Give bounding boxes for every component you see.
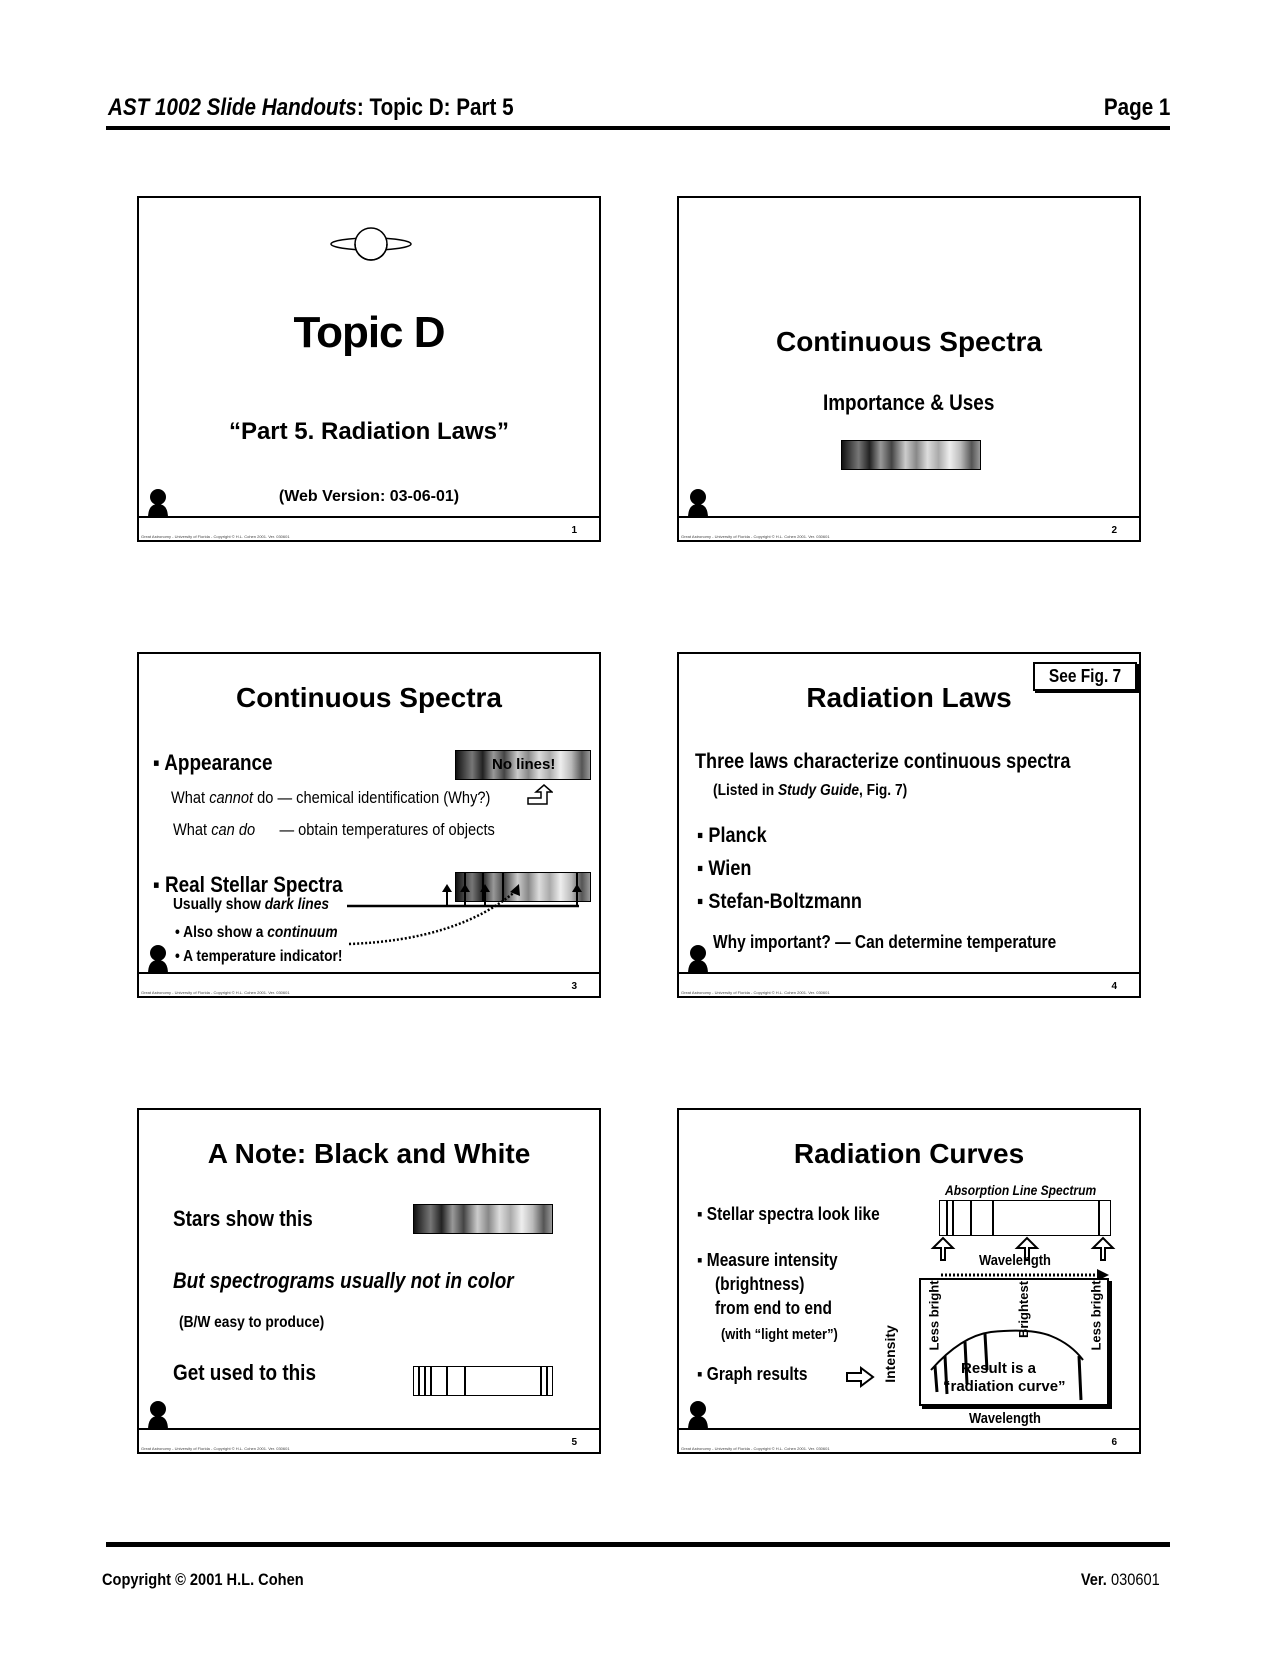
slide-number: 4 xyxy=(1111,981,1117,992)
less-bright-left-label: Less bright xyxy=(926,1280,942,1351)
slide-number: 3 xyxy=(571,981,577,992)
radiation-curve-graph xyxy=(919,1278,1109,1406)
bullet-appearance: ▪ Appearance xyxy=(153,750,273,775)
slide-number: 1 xyxy=(571,525,577,536)
slide-footer xyxy=(679,1428,1139,1452)
see-fig-7-callout: See Fig. 7 xyxy=(1033,662,1137,691)
up-arrow-icon xyxy=(527,784,553,806)
less-bright-right-label: Less bright xyxy=(1088,1280,1104,1351)
no-lines-label: No lines! xyxy=(492,756,556,773)
slide-number: 2 xyxy=(1111,525,1117,536)
lecturer-icon xyxy=(147,488,169,518)
brightest-label: Brightest xyxy=(1016,1280,1032,1339)
brightness-text: (brightness) xyxy=(715,1274,805,1294)
bullet-graph-results: ▪ Graph results xyxy=(697,1364,808,1384)
right-arrow-icon xyxy=(845,1366,875,1388)
slide-footer-text: Great Astronomy - University of Florida - Copyright © H.L. Cohen 2001. Ver. 030601 xyxy=(141,1446,290,1451)
saturn-icon xyxy=(329,224,413,264)
lecturer-icon xyxy=(147,944,169,974)
copyright: Copyright © 2001 H.L. Cohen xyxy=(102,1570,304,1589)
lecturer-icon xyxy=(147,1400,169,1430)
three-laws-intro: Three laws characterize continuous spectra xyxy=(695,750,1071,773)
continuum-text: • Also show a continuum xyxy=(175,924,338,941)
wavelength-bottom-label: Wavelength xyxy=(969,1410,1041,1427)
slide-title: A Note: Black and White xyxy=(207,1138,531,1169)
lecturer-icon xyxy=(687,1400,709,1430)
lecturer-icon xyxy=(687,944,709,974)
slide-title: Continuous Spectra xyxy=(235,682,502,713)
slide-footer xyxy=(139,516,599,540)
stars-show-this-text: Stars show this xyxy=(173,1206,313,1231)
slide-title: Radiation Curves xyxy=(793,1138,1025,1169)
slide-subtitle: “Part 5. Radiation Laws” xyxy=(228,418,510,445)
cannot-do-text: What cannot do — chemical identification (Why?) xyxy=(171,788,491,807)
page-number: Page 1 xyxy=(1103,94,1170,121)
result-text-2: “radiation curve” xyxy=(943,1378,1066,1395)
temperature-indicator-text: • A temperature indicator! xyxy=(175,948,343,965)
slide-title: Continuous Spectra xyxy=(775,326,1042,357)
law-planck: ▪ Planck xyxy=(697,824,767,847)
document-header-title: AST 1002 Slide Handouts: Topic D: Part 5 xyxy=(108,94,514,121)
bw-easy-text: (B/W easy to produce) xyxy=(179,1314,325,1331)
slide-footer-text: Great Astronomy - University of Florida - Copyright © H.L. Cohen 2001. Ver. 030601 xyxy=(681,990,830,995)
absorption-spectrum-image xyxy=(939,1200,1111,1236)
slide-number: 6 xyxy=(1111,1437,1117,1448)
spectrograms-not-color-text: But spectrograms usually not in color xyxy=(173,1268,514,1293)
slide-footer xyxy=(139,972,599,996)
bw-spectrum-image xyxy=(413,1366,553,1396)
color-spectrum-image xyxy=(413,1204,553,1234)
slide-footer-text: Great Astronomy - University of Florida - Copyright © H.L. Cohen 2001. Ver. 030601 xyxy=(141,534,290,539)
slide-footer xyxy=(679,972,1139,996)
slide-5 xyxy=(137,1108,601,1454)
slide-footer xyxy=(139,1428,599,1452)
slide-2 xyxy=(677,196,1141,542)
bullet-stellar-spectra: ▪ Stellar spectra look like xyxy=(697,1204,880,1224)
slide-footer-text: Great Astronomy - University of Florida - Copyright © H.L. Cohen 2001. Ver. 030601 xyxy=(681,1446,830,1451)
end-to-end-text: from end to end xyxy=(715,1298,832,1318)
version: Ver. 030601 xyxy=(1081,1570,1160,1589)
law-stefan-boltzmann: ▪ Stefan-Boltzmann xyxy=(697,890,862,913)
bullet-real-stellar-spectra: ▪ Real Stellar Spectra xyxy=(153,872,343,897)
spectrum-no-lines-image xyxy=(455,750,591,780)
color-spectrum-image xyxy=(841,440,981,470)
web-version: (Web Version: 03-06-01) xyxy=(278,488,460,505)
footer-rule xyxy=(106,1542,1170,1547)
get-used-text: Get used to this xyxy=(173,1360,316,1385)
why-important-text: Why important? — Can determine temperature xyxy=(713,932,1057,952)
slide-number: 5 xyxy=(571,1437,577,1448)
dark-lines-text: Usually show dark lines xyxy=(173,896,330,913)
slide-footer xyxy=(679,516,1139,540)
slide-title: Radiation Laws xyxy=(806,682,1012,713)
slide-3 xyxy=(137,652,601,998)
wavelength-top-label: Wavelength xyxy=(979,1252,1051,1269)
dark-lines-pointer-arrows xyxy=(339,880,599,952)
intensity-axis-label: Intensity xyxy=(881,1325,898,1383)
listed-in-text: (Listed in Study Guide, Fig. 7) xyxy=(713,782,908,799)
law-wien: ▪ Wien xyxy=(697,857,752,880)
slide-subtitle: Importance & Uses xyxy=(823,390,995,415)
slide-1 xyxy=(137,196,601,542)
absorption-line-spectrum-label: Absorption Line Spectrum xyxy=(945,1182,1097,1198)
lecturer-icon xyxy=(687,488,709,518)
bullet-measure-intensity: ▪ Measure intensity xyxy=(697,1250,838,1270)
slide-footer-text: Great Astronomy - University of Florida - Copyright © H.L. Cohen 2001. Ver. 030601 xyxy=(141,990,290,995)
slide-4 xyxy=(677,652,1141,998)
can-do-text: What can do — obtain temperatures of objects xyxy=(173,820,495,839)
result-text-1: Result is a xyxy=(961,1360,1037,1377)
slide-footer-text: Great Astronomy - University of Florida - Copyright © H.L. Cohen 2001. Ver. 030601 xyxy=(681,534,830,539)
light-meter-text: (with “light meter”) xyxy=(721,1326,838,1343)
slide-6 xyxy=(677,1108,1141,1454)
slide-title: Topic D xyxy=(293,308,445,357)
header-rule xyxy=(106,126,1170,130)
